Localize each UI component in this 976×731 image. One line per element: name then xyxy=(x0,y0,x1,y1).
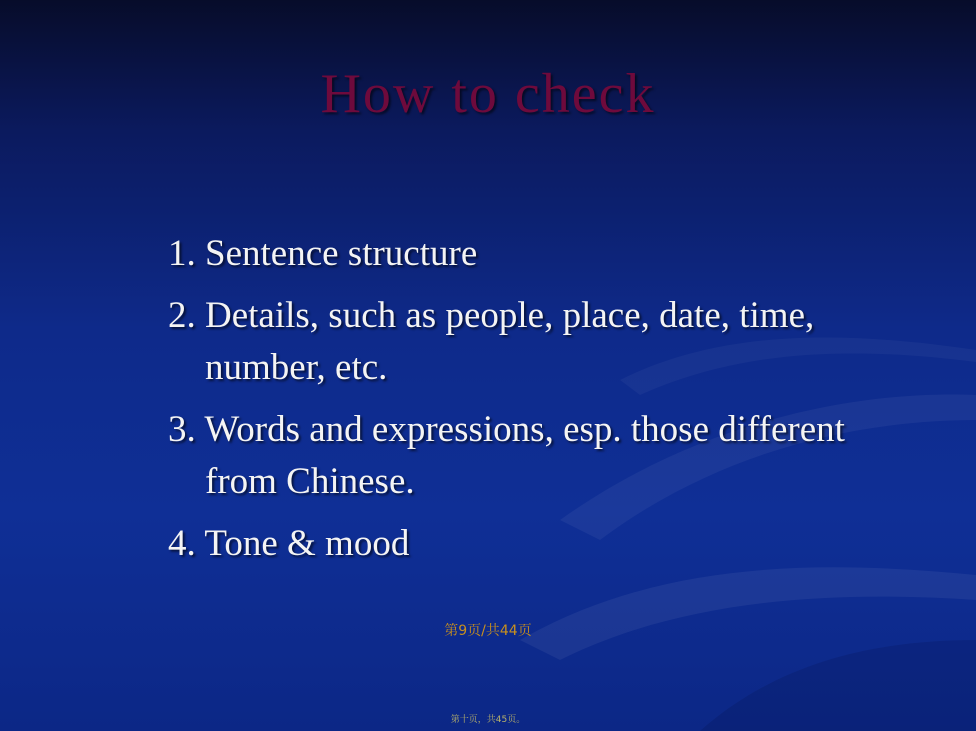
slide-title: How to check xyxy=(320,63,656,125)
list-item: 2. Details, such as people, place, date, time, number, etc. xyxy=(168,295,815,388)
list-item: 1. Sentence structure xyxy=(168,233,478,274)
footer-note: 第十页，共45页。 xyxy=(450,715,526,725)
list-item: 3. Words and expressions, esp. those different from Chinese. xyxy=(168,409,845,502)
bullet-list xyxy=(168,228,848,580)
page-number: 第9页/共44页 xyxy=(444,623,532,639)
list-item: 4. Tone & mood xyxy=(168,523,410,564)
